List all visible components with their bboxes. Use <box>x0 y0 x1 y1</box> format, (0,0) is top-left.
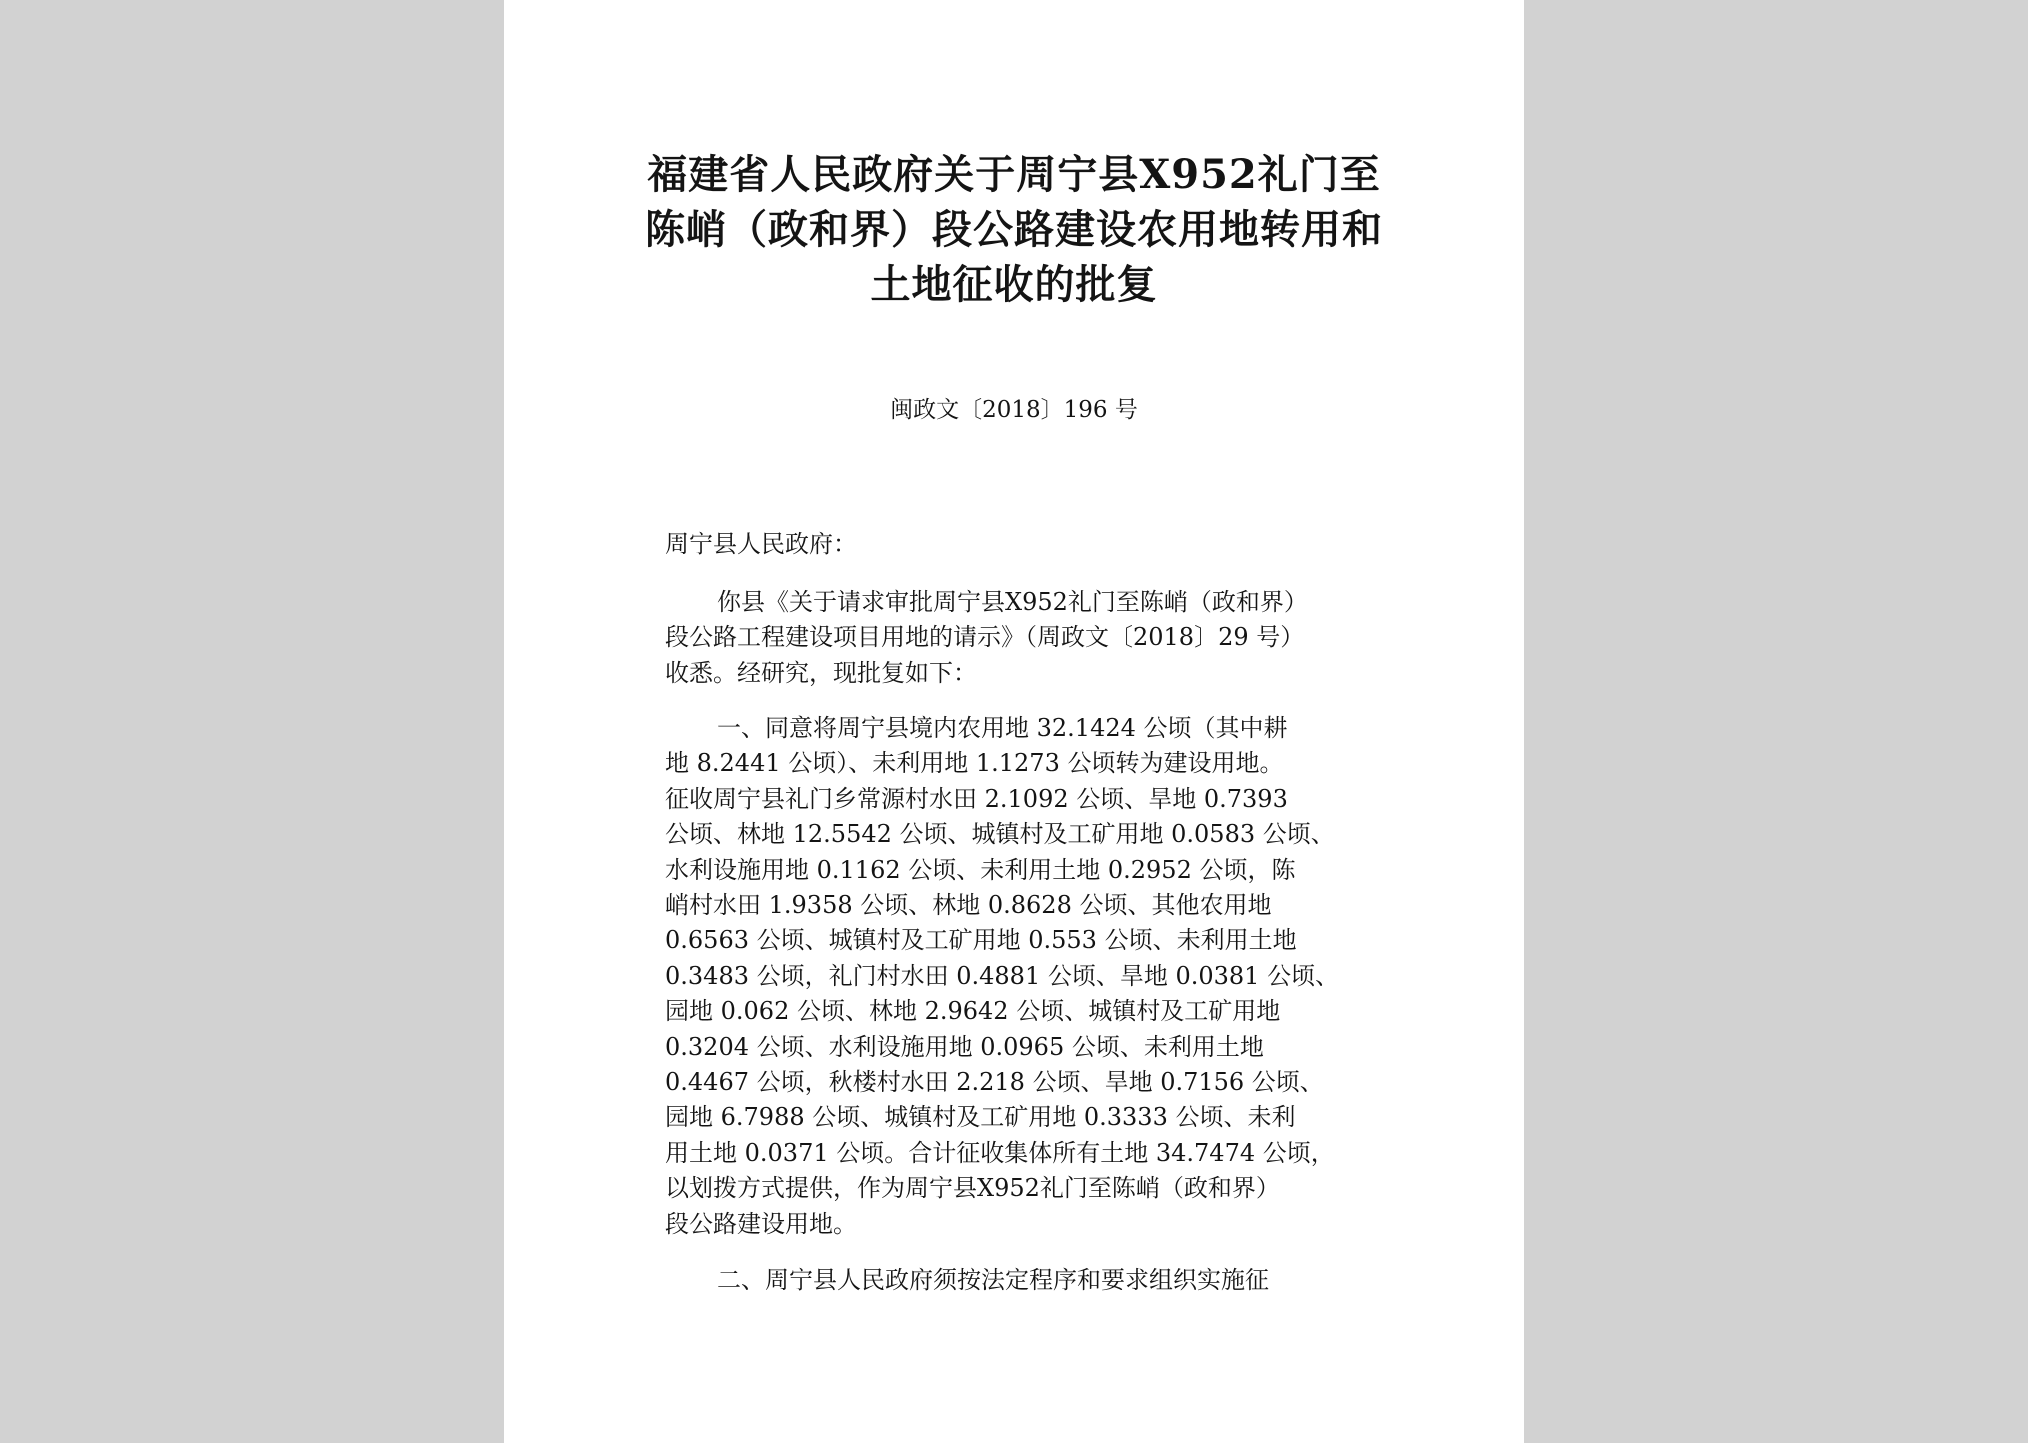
paragraph-line: 水利设施用地 0.1162 公顷、未利用土地 0.2952 公顷，陈 <box>665 855 1296 884</box>
paragraph-line: 园地 6.7988 公顷、城镇村及工矿用地 0.3333 公顷、未利 <box>665 1103 1296 1132</box>
body-paragraph-2 <box>665 711 1375 1242</box>
paragraph-line: 你县《关于请求审批周宁县X952礼门至陈峭（政和界） <box>717 588 1308 616</box>
body-paragraph-1 <box>665 585 1375 691</box>
paragraph-line: 地 8.2441 公顷）、未利用地 1.1273 公顷转为建设用地。 <box>665 749 1284 778</box>
body-paragraph-3 <box>665 1263 1375 1298</box>
paragraph-line: 一、同意将周宁县境内农用地 32.1424 公顷（其中耕 <box>717 714 1288 742</box>
paragraph-line: 0.3483 公顷，礼门村水田 0.4881 公顷、旱地 0.0381 公顷、 <box>665 961 1340 990</box>
paragraph-line: 二、周宁县人民政府须按法定程序和要求组织实施征 <box>717 1266 1269 1294</box>
document-title <box>504 147 1524 312</box>
paragraph-line: 以划拨方式提供，作为周宁县X952礼门至陈峭（政和界） <box>665 1174 1280 1203</box>
paragraph-line: 公顷、林地 12.5542 公顷、城镇村及工矿用地 0.0583 公顷、 <box>665 820 1335 849</box>
document-page <box>504 0 1524 1443</box>
paragraph-line: 用土地 0.0371 公顷。合计征收集体所有土地 34.7474 公顷， <box>665 1138 1335 1167</box>
paragraph-line: 园地 0.062 公顷、林地 2.9642 公顷、城镇村及工矿用地 <box>665 997 1281 1026</box>
paragraph-line: 0.6563 公顷、城镇村及工矿用地 0.553 公顷、未利用土地 <box>665 926 1297 955</box>
paragraph-line: 收悉。经研究，现批复如下： <box>665 658 977 687</box>
title-line: 福建省人民政府关于周宁县X952礼门至 <box>647 151 1381 198</box>
paragraph-line: 征收周宁县礼门乡常源村水田 2.1092 公顷、旱地 0.7393 <box>665 784 1288 813</box>
salutation: 周宁县人民政府： <box>665 530 857 558</box>
paragraph-line: 0.3204 公顷、水利设施用地 0.0965 公顷、未利用土地 <box>665 1032 1264 1061</box>
paragraph-line: 段公路工程建设项目用地的请示》（周政文〔2018〕29 号） <box>665 623 1305 652</box>
paragraph-line: 峭村水田 1.9358 公顷、林地 0.8628 公顷、其他农用地 <box>665 891 1272 920</box>
paragraph-line: 段公路建设用地。 <box>665 1209 857 1238</box>
title-line: 土地征收的批复 <box>870 261 1158 308</box>
document-number: 闽政文〔2018〕196 号 <box>890 397 1138 423</box>
title-line: 陈峭（政和界）段公路建设农用地转用和 <box>645 206 1383 253</box>
paragraph-line: 0.4467 公顷，秋楼村水田 2.218 公顷、旱地 0.7156 公顷、 <box>665 1068 1324 1097</box>
